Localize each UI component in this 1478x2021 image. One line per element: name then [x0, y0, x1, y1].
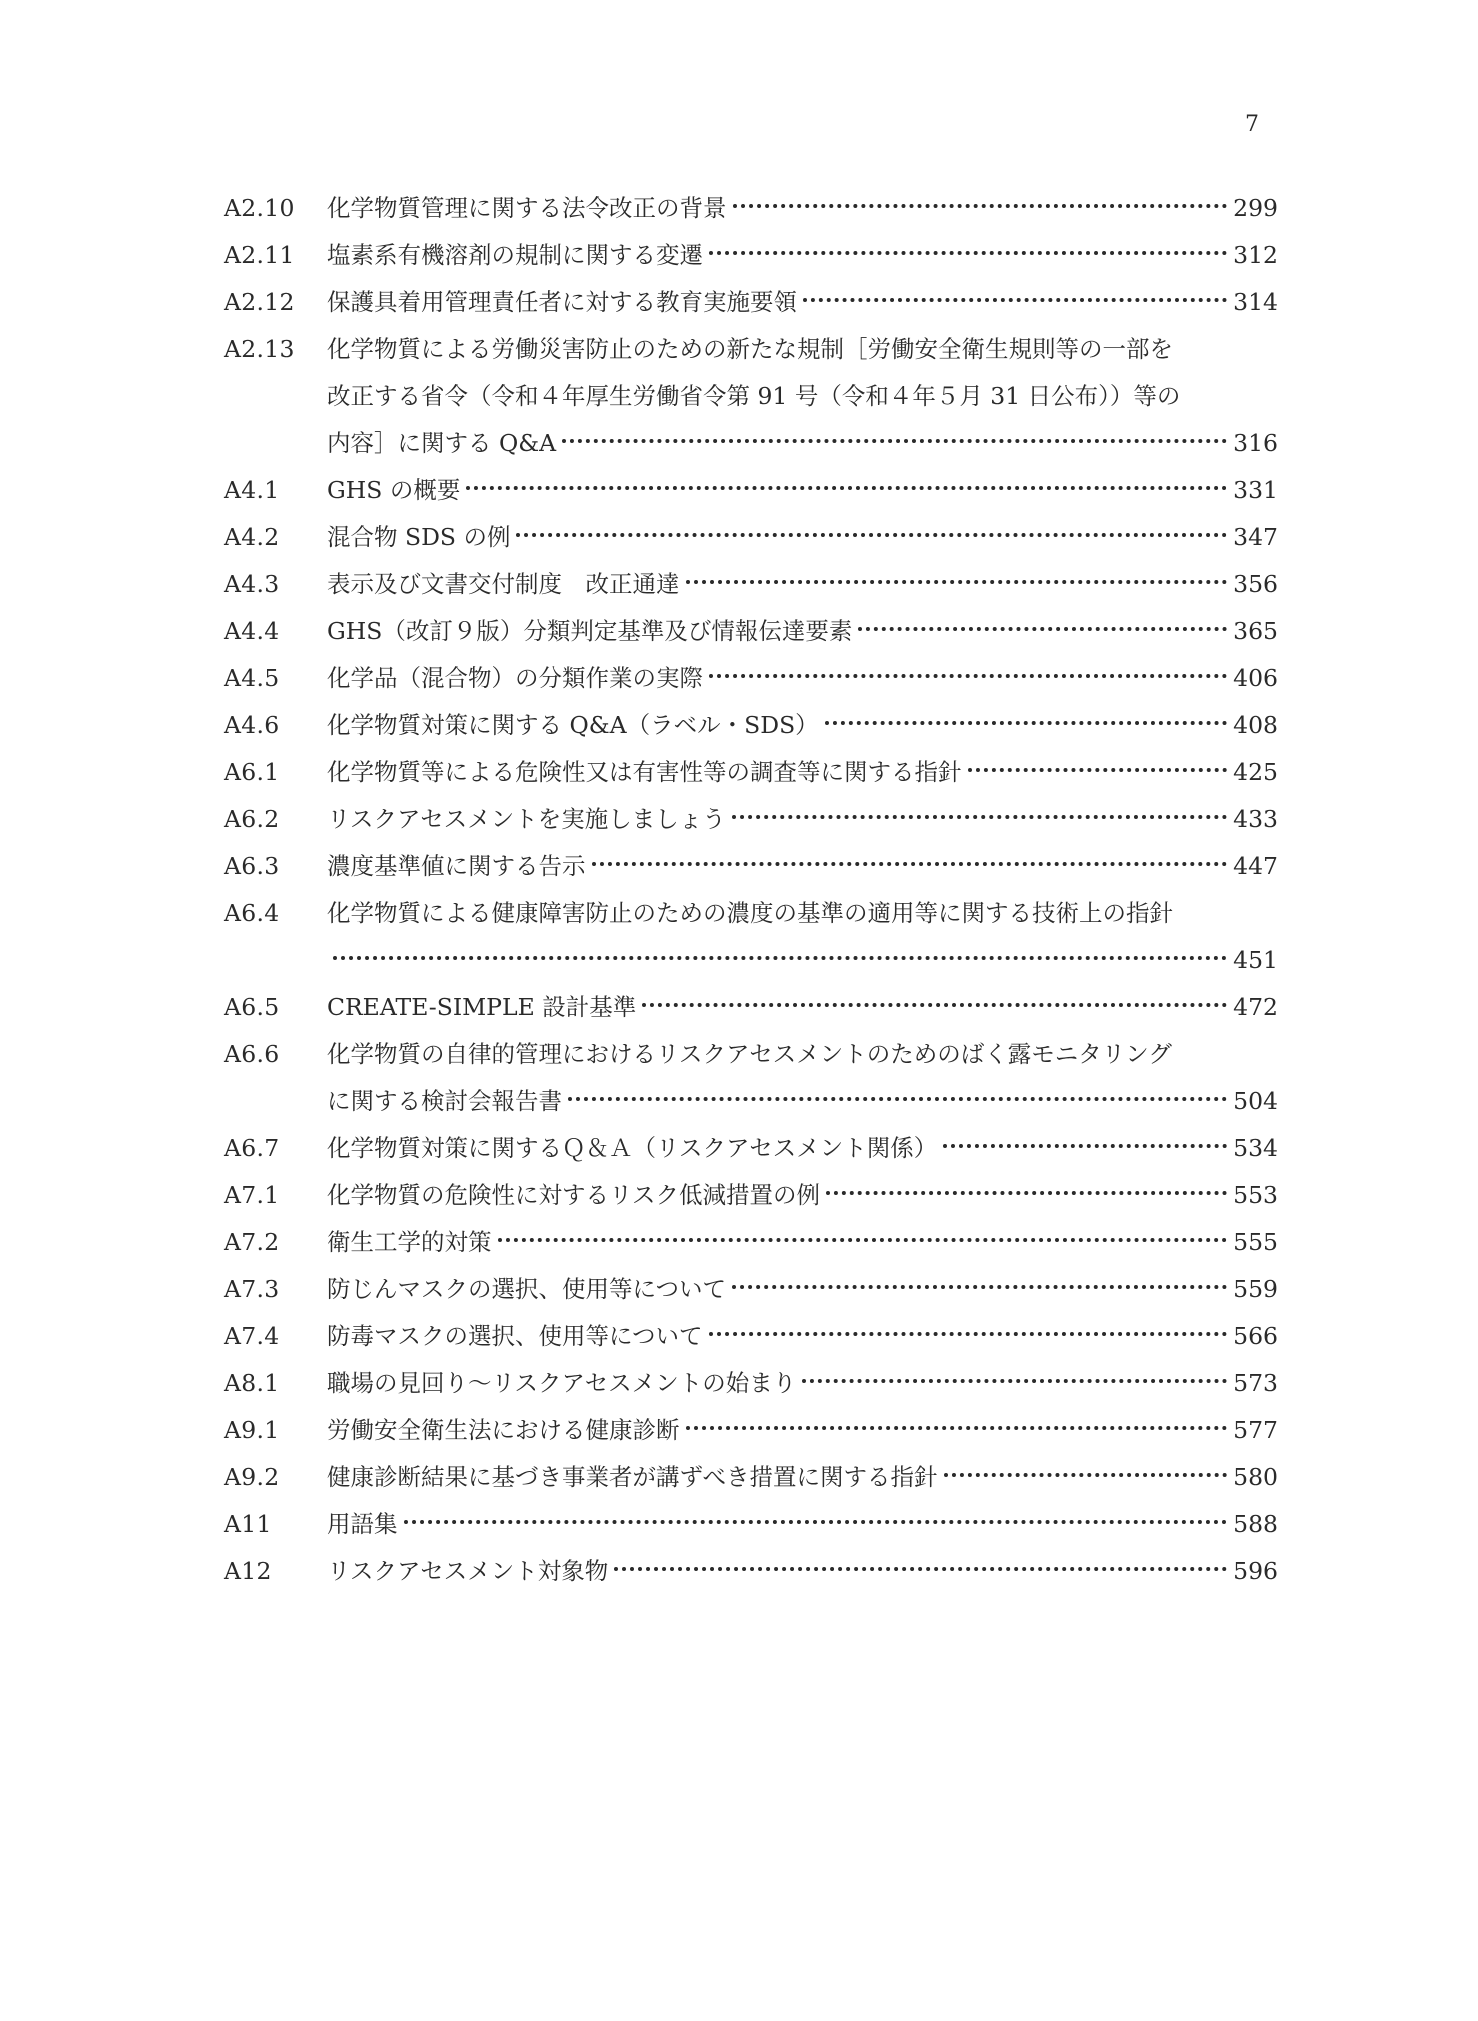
- toc-dot-leader: [642, 1003, 1227, 1007]
- toc-entry-code: A11: [224, 1510, 272, 1538]
- toc-entry-row: [224, 843, 1278, 890]
- toc-entry-row: [224, 1219, 1278, 1266]
- toc-entry-code: A6.5: [224, 993, 280, 1021]
- toc-entry-page: 408: [1233, 711, 1278, 739]
- toc-entry-title: GHS の概要: [327, 476, 461, 504]
- toc-entry-page: 447: [1233, 852, 1278, 880]
- toc-entry-title: 化学物質の自律的管理におけるリスクアセスメントのためのばく露モニタリング: [327, 1040, 1172, 1068]
- toc-entry-title: 労働安全衛生法における健康診断: [327, 1416, 680, 1444]
- toc-dot-leader: [333, 956, 1227, 960]
- toc-entry-title: 防じんマスクの選択、使用等について: [327, 1275, 727, 1303]
- toc-entry-code: A6.1: [224, 758, 280, 786]
- toc-entry-row: [224, 1548, 1278, 1595]
- toc-entry-row: [224, 1454, 1278, 1501]
- toc-dot-leader: [943, 1144, 1227, 1148]
- toc-dot-leader: [686, 1426, 1228, 1430]
- toc-entry-page: 314: [1233, 288, 1278, 316]
- toc-entry-code: A7.3: [224, 1275, 280, 1303]
- toc-entry-title: リスクアセスメントを実施しましょう: [327, 805, 726, 833]
- toc-entry-title: に関する検討会報告書: [327, 1087, 562, 1115]
- toc-entry-row: [224, 749, 1278, 796]
- toc-dot-leader: [466, 486, 1227, 490]
- toc-entry-row: [224, 1031, 1278, 1078]
- toc-entry-code: A7.4: [224, 1322, 280, 1350]
- toc-entry-row: [224, 1360, 1278, 1407]
- toc-entry-code: A6.3: [224, 852, 280, 880]
- toc-entry-code: A2.13: [224, 335, 295, 363]
- toc-entry-title: 化学品（混合物）の分類作業の実際: [327, 664, 703, 692]
- toc-dot-leader: [858, 627, 1227, 631]
- toc-entry-title: GHS（改訂９版）分類判定基準及び情報伝達要素: [327, 617, 853, 645]
- toc-entry-page: 425: [1233, 758, 1278, 786]
- page-number: 7: [1245, 112, 1259, 137]
- toc-entry-code: A2.12: [224, 288, 295, 316]
- toc-entry-page: 553: [1233, 1181, 1278, 1209]
- toc-entry-page: 534: [1233, 1134, 1278, 1162]
- toc-entry-page: 580: [1233, 1463, 1278, 1491]
- toc-dot-leader: [803, 298, 1227, 302]
- toc-entry-page: 312: [1233, 241, 1278, 269]
- toc-entry-title: リスクアセスメント対象物: [327, 1557, 609, 1585]
- toc-dot-leader: [516, 533, 1227, 537]
- toc-entry-page: 555: [1233, 1228, 1278, 1256]
- toc-entry-title: 混合物 SDS の例: [327, 523, 511, 551]
- toc-entry-row: [224, 1313, 1278, 1360]
- toc-entry-code: A8.1: [224, 1369, 280, 1397]
- toc-dot-leader: [498, 1238, 1228, 1242]
- toc-entry-code: A4.4: [224, 617, 280, 645]
- toc-entry-row: [224, 1501, 1278, 1548]
- toc-entry-page: 472: [1233, 993, 1278, 1021]
- toc-dot-leader: [404, 1520, 1228, 1524]
- toc-entry-page: 299: [1233, 194, 1278, 222]
- toc-entry-code: A6.6: [224, 1040, 280, 1068]
- toc-entry-page: 588: [1233, 1510, 1278, 1538]
- toc-entry-title: 化学物質による健康障害防止のための濃度の基準の適用等に関する技術上の指針: [327, 899, 1173, 927]
- toc-entry-page: 573: [1233, 1369, 1278, 1397]
- toc-dot-leader: [732, 815, 1227, 819]
- toc-dot-leader: [686, 580, 1228, 584]
- toc-entry-title: 化学物質対策に関する Q&A（ラベル・SDS）: [327, 711, 819, 739]
- toc-entry-title: 化学物質対策に関するＱ＆Ａ（リスクアセスメント関係）: [327, 1134, 938, 1162]
- toc-entry-title: 内容］に関する Q&A: [327, 429, 557, 457]
- toc-entry-title: 化学物質管理に関する法令改正の背景: [327, 194, 727, 222]
- toc-entry-title: 改正する省令（令和４年厚生労働省令第 91 号（令和４年５月 31 日公布））等の: [327, 382, 1181, 410]
- toc-entry-code: A7.1: [224, 1181, 280, 1209]
- toc-entry-row: [224, 373, 1278, 420]
- toc-entry-row: [224, 796, 1278, 843]
- toc-entry-code: A4.1: [224, 476, 280, 504]
- toc-dot-leader: [732, 1285, 1227, 1289]
- toc-entry-code: A4.5: [224, 664, 280, 692]
- toc-entry-title: 職場の見回り～リスクアセスメントの始まり: [327, 1369, 797, 1397]
- toc-entry-page: 596: [1233, 1557, 1278, 1585]
- toc-entry-page: 406: [1233, 664, 1278, 692]
- toc-entry-code: A4.2: [224, 523, 280, 551]
- toc-dot-leader: [826, 1191, 1227, 1195]
- toc-entry-page: 356: [1233, 570, 1278, 598]
- toc-entry-row: [224, 420, 1278, 467]
- toc-entry-title: 用語集: [327, 1510, 398, 1538]
- toc-entry-row: [224, 1266, 1278, 1313]
- toc-entry-code: A4.3: [224, 570, 280, 598]
- toc-dot-leader: [562, 439, 1227, 443]
- toc-entry-title: 化学物質等による危険性又は有害性等の調査等に関する指針: [327, 758, 962, 786]
- toc-entry-page: 451: [1233, 946, 1278, 974]
- toc-entry-row: [224, 890, 1278, 937]
- toc-entry-title: 衛生工学的対策: [327, 1228, 492, 1256]
- toc-entry-row: [224, 1078, 1278, 1125]
- toc-entry-page: 331: [1233, 476, 1278, 504]
- toc-entry-title: 防毒マスクの選択、使用等について: [327, 1322, 703, 1350]
- toc-entry-code: A2.11: [224, 241, 295, 269]
- toc-entry-page: 566: [1233, 1322, 1278, 1350]
- toc-entry-row: [224, 326, 1278, 373]
- table-of-contents: [224, 185, 1278, 1595]
- toc-entry-code: A9.1: [224, 1416, 280, 1444]
- toc-entry-code: A6.2: [224, 805, 280, 833]
- toc-entry-row: [224, 1407, 1278, 1454]
- toc-entry-row: [224, 1125, 1278, 1172]
- toc-entry-title: 化学物質の危険性に対するリスク低減措置の例: [327, 1181, 821, 1209]
- toc-entry-title: CREATE-SIMPLE 設計基準: [327, 993, 637, 1021]
- toc-entry-page: 504: [1233, 1087, 1278, 1115]
- toc-entry-title: 化学物質による労働災害防止のための新たな規制［労働安全衛生規則等の一部を: [327, 335, 1173, 363]
- toc-entry-code: A6.7: [224, 1134, 280, 1162]
- toc-entry-code: A7.2: [224, 1228, 280, 1256]
- toc-entry-page: 365: [1233, 617, 1278, 645]
- toc-entry-page: 559: [1233, 1275, 1278, 1303]
- toc-entry-code: A9.2: [224, 1463, 280, 1491]
- toc-entry-row: [224, 514, 1278, 561]
- toc-entry-row: [224, 279, 1278, 326]
- toc-entry-row: [224, 185, 1278, 232]
- toc-dot-leader: [733, 204, 1228, 208]
- toc-entry-code: A12: [224, 1557, 272, 1585]
- toc-dot-leader: [592, 862, 1228, 866]
- toc-dot-leader: [614, 1567, 1227, 1571]
- toc-entry-page: 316: [1233, 429, 1278, 457]
- toc-entry-title: 保護具着用管理責任者に対する教育実施要領: [327, 288, 797, 316]
- toc-entry-row: [224, 608, 1278, 655]
- toc-entry-code: A2.10: [224, 194, 295, 222]
- toc-entry-title: 塩素系有機溶剤の規制に関する変遷: [327, 241, 703, 269]
- toc-dot-leader: [568, 1097, 1227, 1101]
- toc-entry-code: A4.6: [224, 711, 280, 739]
- toc-entry-title: 濃度基準値に関する告示: [327, 852, 586, 880]
- toc-entry-row: [224, 232, 1278, 279]
- toc-entry-row: [224, 1172, 1278, 1219]
- toc-entry-page: 577: [1233, 1416, 1278, 1444]
- toc-dot-leader: [709, 674, 1227, 678]
- toc-entry-row: [224, 937, 1278, 984]
- toc-entry-page: 347: [1233, 523, 1278, 551]
- toc-entry-row: [224, 561, 1278, 608]
- toc-entry-page: 433: [1233, 805, 1278, 833]
- toc-entry-row: [224, 984, 1278, 1031]
- toc-entry-row: [224, 702, 1278, 749]
- toc-dot-leader: [825, 721, 1227, 725]
- toc-dot-leader: [709, 251, 1227, 255]
- toc-entry-code: A6.4: [224, 899, 280, 927]
- toc-entry-title: 健康診断結果に基づき事業者が講ずべき措置に関する指針: [327, 1463, 938, 1491]
- toc-entry-row: [224, 655, 1278, 702]
- toc-dot-leader: [944, 1473, 1228, 1477]
- toc-dot-leader: [802, 1379, 1227, 1383]
- toc-entry-title: 表示及び文書交付制度 改正通達: [327, 570, 680, 598]
- toc-entry-row: [224, 467, 1278, 514]
- toc-dot-leader: [968, 768, 1228, 772]
- toc-dot-leader: [709, 1332, 1228, 1336]
